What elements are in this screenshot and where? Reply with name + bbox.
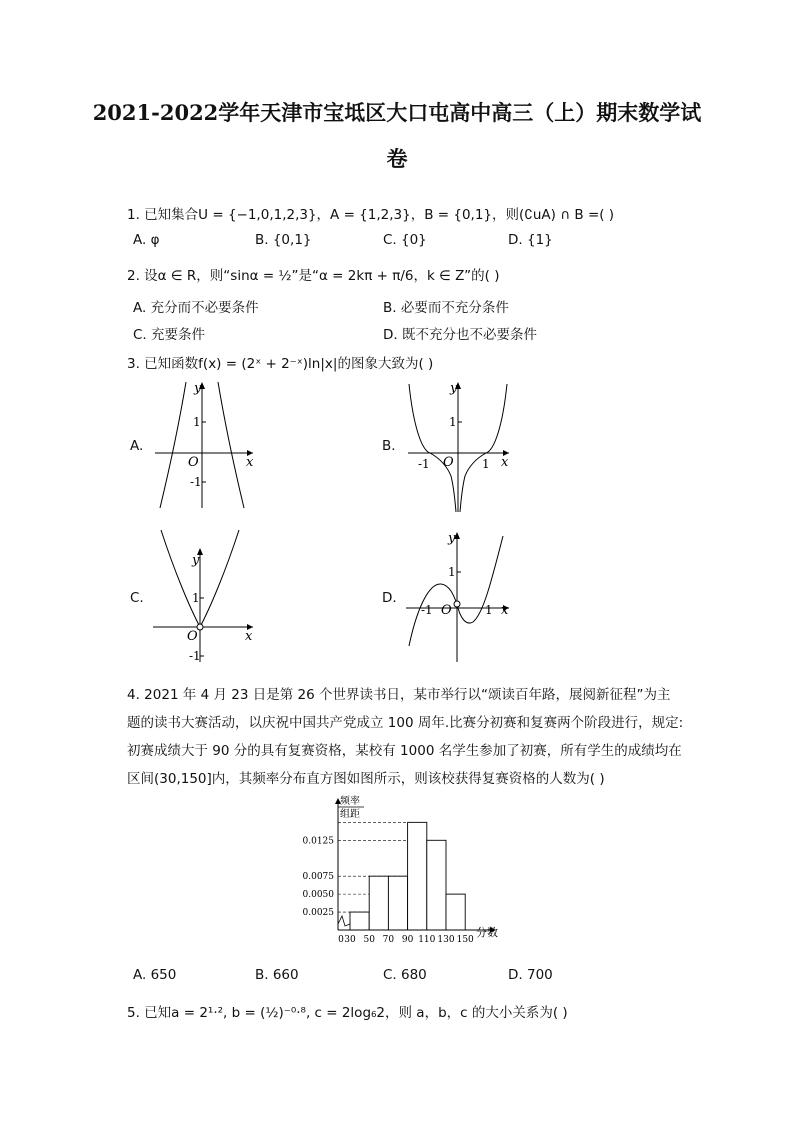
q3-graph-a — [150, 378, 260, 513]
x-tick-label-2: 50 — [363, 935, 375, 945]
y-tick-label-2: 0.0075 — [302, 872, 334, 883]
question-2-text: 2. 设α ∈ R，则“sinα = ½”是“α = 2kπ + π/6，k ∈ Z”的( ) — [127, 268, 500, 284]
svg-text:1: 1 — [192, 591, 200, 605]
x-tick-label-7: 150 — [456, 935, 474, 945]
q3-graph-d — [403, 528, 518, 666]
q3-option-a-label[interactable]: A. — [130, 438, 144, 454]
y-tick-label-1: 0.0050 — [302, 890, 334, 901]
svg-text:-1: -1 — [421, 603, 433, 617]
svg-text:y: y — [192, 553, 200, 568]
svg-text:1: 1 — [449, 415, 457, 429]
frequency-histogram — [290, 792, 510, 947]
q4-option-d[interactable]: D. 700 — [508, 967, 553, 983]
histogram-bar-3 — [408, 822, 427, 930]
axis-y-label: y — [194, 381, 202, 396]
y-label-bottom: 组距 — [340, 809, 360, 820]
svg-text:x: x — [501, 603, 509, 618]
question-5-text: 5. 已知a = 2¹·², b = (½)⁻⁰·⁸, c = 2log₆2，则 a，b，c 的大小关系为( ) — [127, 1005, 568, 1021]
svg-text:-1: -1 — [189, 649, 201, 663]
q3-graph-b — [403, 378, 518, 516]
q1-option-a[interactable]: A. φ — [133, 232, 160, 248]
axis-break-mark — [338, 916, 350, 926]
svg-text:1: 1 — [485, 603, 493, 617]
q1-option-d[interactable]: D. {1} — [508, 232, 553, 248]
x-axis-label: 分数 — [476, 926, 498, 939]
svg-text:O: O — [443, 455, 454, 470]
x-tick-label-1: 30 — [344, 935, 356, 945]
y-tick-label-3: 0.0125 — [302, 836, 334, 847]
question-4-line4: 区间(30,150]内，其频率分布直方图如图所示，则该校获得复赛资格的人数为( ) — [127, 771, 605, 787]
histogram-bar-5 — [446, 894, 465, 930]
q2-option-b[interactable]: B. 必要而不充分条件 — [383, 300, 509, 316]
svg-text:1: 1 — [448, 565, 456, 579]
q2-option-a[interactable]: A. 充分而不必要条件 — [133, 300, 259, 316]
y-label-top: 频率 — [340, 796, 360, 807]
question-4-line2: 题的读书大赛活动，以庆祝中国共产党成立 100 周年.比赛分初赛和复赛两个阶段进行，规定: — [127, 715, 684, 731]
question-3-text: 3. 已知函数f(x) = (2ˣ + 2⁻ˣ)ln|x|的图象大致为( ) — [127, 356, 434, 372]
question-1-text: 1. 已知集合U = {−1,0,1,2,3}，A = {1,2,3}，B = {0,1}，则(∁uA) ∩ B =( ) — [127, 207, 615, 223]
q4-option-c[interactable]: C. 680 — [383, 967, 427, 983]
x-tick-label-3: 70 — [382, 935, 395, 945]
origin-label: O — [188, 455, 199, 470]
q2-option-c[interactable]: C. 充要条件 — [133, 327, 206, 343]
tick-label-neg1: -1 — [190, 475, 202, 489]
question-4-line3: 初赛成绩大于 90 分的具有复赛资格，某校有 1000 名学生参加了初赛，所有学生的成绩均在 — [127, 743, 682, 759]
q4-option-b[interactable]: B. 660 — [255, 967, 299, 983]
q4-option-a[interactable]: A. 650 — [133, 967, 177, 983]
question-4-line1: 4. 2021 年 4 月 23 日是第 26 个世界读书日，某市举行以“颂读百年路，展阅新征程”为主 — [127, 687, 671, 703]
svg-text:O: O — [441, 603, 452, 618]
svg-text:x: x — [245, 629, 253, 644]
page-title-line2: 卷 — [386, 146, 408, 171]
x-tick-label-0: 0 — [338, 935, 344, 945]
histogram-bar-1 — [369, 876, 388, 930]
axis-x-label: x — [246, 455, 254, 470]
q3-option-b-label[interactable]: B. — [382, 438, 396, 454]
svg-text:y: y — [450, 381, 458, 396]
svg-text:x: x — [501, 455, 509, 470]
histogram-bar-4 — [427, 840, 446, 930]
tick-label-1: 1 — [193, 415, 201, 429]
x-tick-label-4: 90 — [401, 935, 414, 945]
histogram-bar-0 — [350, 912, 369, 930]
y-tick-label-0: 0.0025 — [302, 908, 334, 919]
histogram-bar-2 — [388, 876, 407, 930]
svg-text:1: 1 — [482, 457, 490, 471]
svg-text:O: O — [187, 629, 198, 644]
q2-option-d[interactable]: D. 既不充分也不必要条件 — [383, 327, 537, 343]
q1-option-b[interactable]: B. {0,1} — [255, 232, 312, 248]
q3-option-c-label[interactable]: C. — [130, 590, 144, 606]
q1-option-c[interactable]: C. {0} — [383, 232, 427, 248]
x-tick-label-5: 110 — [418, 935, 436, 945]
q3-graph-c — [150, 528, 260, 666]
page-title-line1: 2021-2022学年天津市宝坻区大口屯高中高三（上）期末数学试 — [92, 100, 702, 125]
q3-option-d-label[interactable]: D. — [382, 590, 397, 606]
x-tick-label-6: 130 — [437, 935, 455, 945]
svg-text:-1: -1 — [418, 457, 430, 471]
svg-text:y: y — [448, 531, 456, 546]
